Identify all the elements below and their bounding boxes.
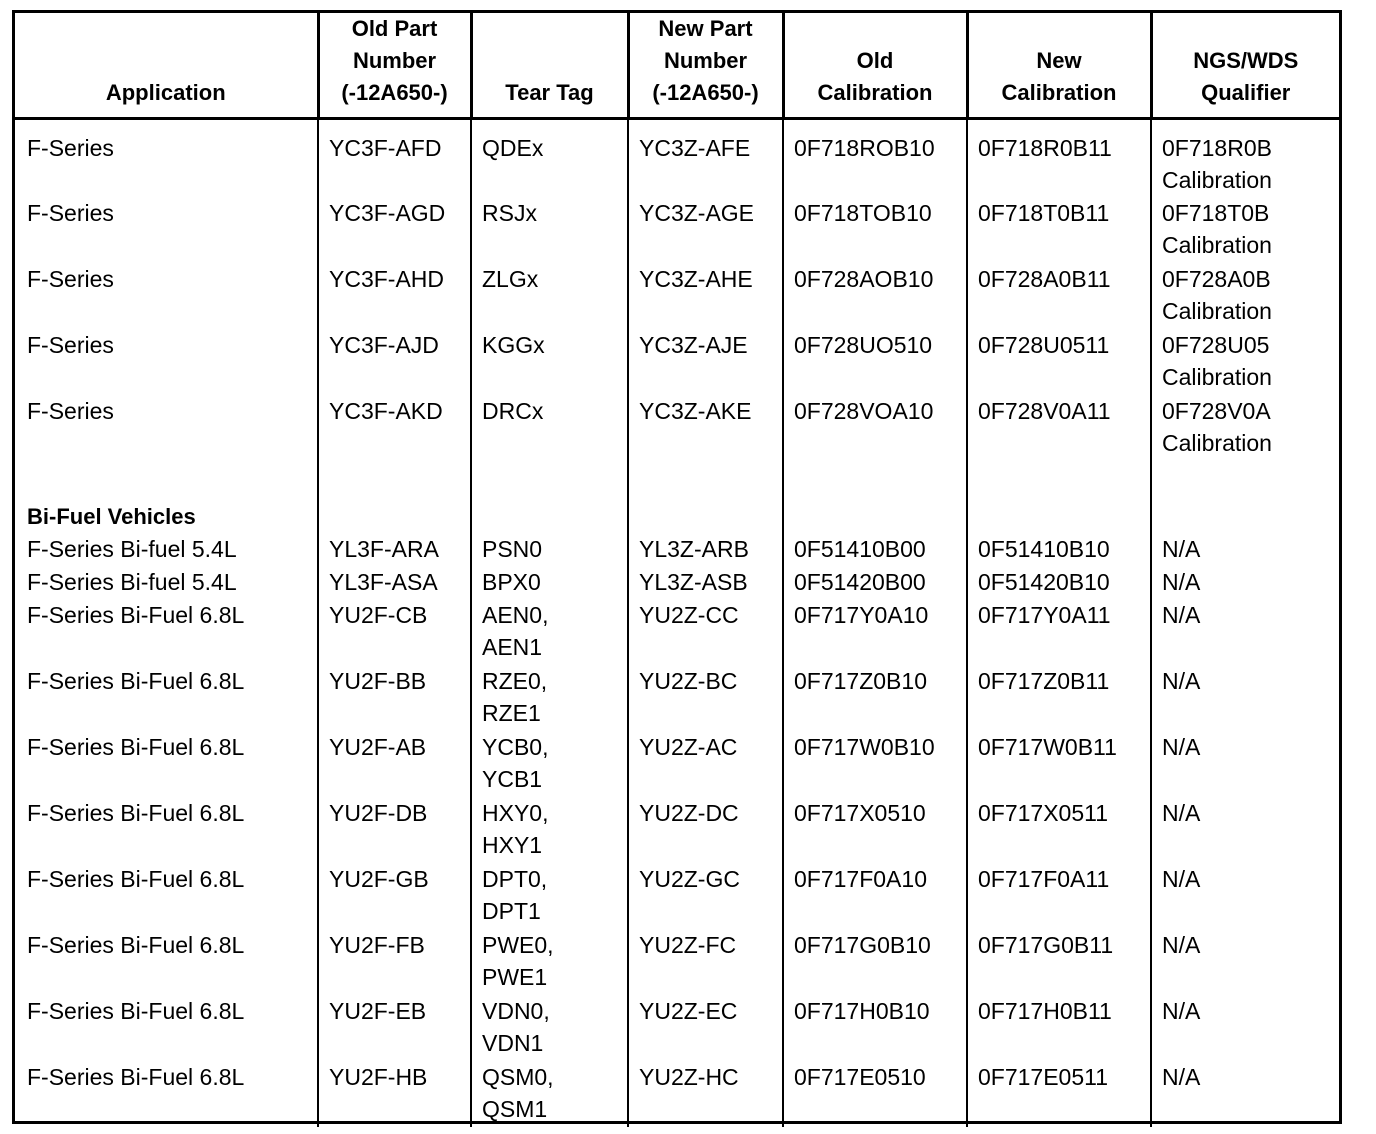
calibration-table-frame [12,10,1342,1124]
cell-qualifier: N/A [1151,533,1339,566]
cell-new-calibration: 0F717G0B11 [967,929,1151,995]
cell-old-calibration: 0F717W0B10 [783,731,967,797]
table-header [15,13,1339,119]
cell-tear-tag [471,533,628,566]
cell-line: QSM0, [482,1063,554,1090]
cell-qualifier [1151,119,1339,197]
table-row [15,995,1339,1061]
table-row [15,566,1339,599]
cell-line: YCB1 [482,765,543,792]
cell-application: F-Series [27,397,114,424]
cell-qualifier [1151,263,1339,329]
spacer-cell [1151,461,1339,501]
spacer-cell [1151,501,1339,533]
cell-new-calibration: 0F718T0B11 [967,197,1151,263]
cell-new-part-number: YL3Z-ASB [628,566,783,599]
cell-old-calibration: 0F718ROB10 [783,119,967,197]
cell-application: F-Series Bi-Fuel 6.8L [27,865,245,892]
cell-old-part-number: YC3F-AJD [318,329,471,395]
table-row [15,197,1339,263]
cell-new-calibration: 0F717Y0A11 [967,599,1151,665]
cell-line: VDN1 [482,1029,544,1056]
cell-qualifier: N/A [1151,566,1339,599]
header-new-calibration [967,13,1151,119]
cell-new-part-number: YU2Z-HC [628,1061,783,1127]
cell-application: F-Series Bi-Fuel 6.8L [27,799,245,826]
cell-line: AEN1 [482,633,543,660]
cell-application: F-Series Bi-fuel 5.4L [27,568,237,595]
cell-tear-tag [471,665,628,731]
calibration-table [15,13,1339,1127]
cell-line: AEN0, [482,601,549,628]
table-row [15,1061,1339,1127]
cell-new-part-number: YU2Z-EC [628,995,783,1061]
cell-new-calibration: 0F728A0B11 [967,263,1151,329]
cell-tear-tag: ZLGx [471,263,628,329]
spacer-cell [967,461,1151,501]
header-line: Number [352,48,437,73]
cell-line: DPT1 [482,897,541,924]
cell-old-part-number: YU2F-BB [318,665,471,731]
cell-old-calibration: 0F728AOB10 [783,263,967,329]
cell-line: RZE0, [482,667,548,694]
cell-tear-tag: QDEx [471,119,628,197]
cell-new-part-number: YU2Z-GC [628,863,783,929]
cell-old-calibration: 0F717F0A10 [783,863,967,929]
cell-old-calibration: 0F728UO510 [783,329,967,395]
cell-line: 0F718T0B [1162,199,1270,226]
header-old-calibration [783,13,967,119]
cell-old-part-number: YU2F-DB [318,797,471,863]
cell-tear-tag [471,797,628,863]
cell-new-part-number: YU2Z-AC [628,731,783,797]
header-line: Calibration [817,80,933,105]
cell-qualifier [1151,395,1339,461]
cell-line: YCB0, [482,733,549,760]
cell-old-part-number: YU2F-HB [318,1061,471,1127]
cell-old-part-number: YL3F-ASA [318,566,471,599]
cell-new-calibration: 0F728U0511 [967,329,1151,395]
header-line: (-12A650-) [341,80,448,105]
header-line: NGS/WDS [1193,48,1299,73]
table-row [15,533,1339,566]
cell-new-part-number: YC3Z-AHE [628,263,783,329]
header-new-part-number [628,13,783,119]
cell-old-calibration: 0F51420B00 [783,566,967,599]
cell-new-part-number: YC3Z-AGE [628,197,783,263]
header-ngs-wds-qualifier [1151,13,1339,119]
header-application [15,13,318,119]
cell-new-part-number: YU2Z-FC [628,929,783,995]
cell-qualifier: N/A [1151,599,1339,665]
cell-application: F-Series Bi-Fuel 6.8L [27,601,245,628]
cell-old-calibration: 0F717G0B10 [783,929,967,995]
cell-qualifier: N/A [1151,995,1339,1061]
cell-old-calibration: 0F717E0510 [783,1061,967,1127]
header-row [15,13,1339,119]
cell-line: DPT0, [482,865,548,892]
cell-line: HXY1 [482,831,543,858]
cell-qualifier: N/A [1151,665,1339,731]
cell-new-calibration: 0F717X0511 [967,797,1151,863]
header-line: Tear Tag [505,80,594,105]
cell-application: F-Series Bi-Fuel 6.8L [27,733,245,760]
cell-new-calibration: 0F717F0A11 [967,863,1151,929]
cell-line: PWE0, [482,931,554,958]
cell-line: Calibration [1162,363,1272,390]
cell-new-part-number: YC3Z-AFE [628,119,783,197]
cell-line: RZE1 [482,699,541,726]
cell-application: F-Series Bi-Fuel 6.8L [27,667,245,694]
cell-line: 0F728U05 [1162,331,1270,358]
cell-line: HXY0, [482,799,549,826]
spacer-cell [471,501,628,533]
cell-old-part-number: YL3F-ARA [318,533,471,566]
header-line: New Part [658,16,753,41]
cell-old-calibration: 0F717X0510 [783,797,967,863]
cell-old-part-number: YC3F-AGD [318,197,471,263]
section-row [15,501,1339,533]
cell-application: F-Series [27,135,114,161]
cell-line: Calibration [1162,429,1272,456]
cell-new-calibration: 0F51410B10 [967,533,1151,566]
cell-application: F-Series [27,199,114,226]
cell-qualifier: N/A [1151,797,1339,863]
header-line: Old Part [351,16,438,41]
spacer-row [15,461,1339,501]
cell-tear-tag [471,1061,628,1127]
cell-tear-tag [471,995,628,1061]
table-row [15,731,1339,797]
table-row [15,599,1339,665]
cell-new-part-number: YU2Z-CC [628,599,783,665]
cell-qualifier: N/A [1151,863,1339,929]
cell-old-part-number: YU2F-GB [318,863,471,929]
cell-old-part-number: YC3F-AFD [318,119,471,197]
cell-application: F-Series [27,265,114,292]
table-row [15,329,1339,395]
cell-tear-tag [471,566,628,599]
cell-new-part-number: YL3Z-ARB [628,533,783,566]
cell-old-calibration: 0F717Y0A10 [783,599,967,665]
cell-old-part-number: YU2F-EB [318,995,471,1061]
cell-application: F-Series Bi-Fuel 6.8L [27,997,245,1024]
spacer-cell [318,461,471,501]
table-row [15,665,1339,731]
cell-qualifier: N/A [1151,1061,1339,1127]
header-line: Calibration [1001,80,1117,105]
cell-old-part-number: YC3F-AKD [318,395,471,461]
table-row [15,797,1339,863]
cell-line: PSN0 [482,535,543,562]
cell-old-part-number: YU2F-FB [318,929,471,995]
cell-new-part-number: YU2Z-BC [628,665,783,731]
header-line: Application [105,80,226,105]
spacer-cell [967,501,1151,533]
cell-old-calibration: 0F717H0B10 [783,995,967,1061]
cell-new-calibration: 0F717H0B11 [967,995,1151,1061]
cell-line: 0F728A0B [1162,265,1271,292]
spacer-cell [628,501,783,533]
cell-new-part-number: YC3Z-AJE [628,329,783,395]
cell-line: Calibration [1162,231,1272,258]
cell-new-calibration: 0F51420B10 [967,566,1151,599]
cell-new-part-number: YU2Z-DC [628,797,783,863]
cell-line: 0F718R0B [1162,135,1272,161]
cell-qualifier [1151,329,1339,395]
header-tear-tag [471,13,628,119]
table-row [15,119,1339,197]
table-row [15,395,1339,461]
header-line: Number [663,48,748,73]
spacer-cell [628,461,783,501]
cell-application: F-Series Bi-Fuel 6.8L [27,1063,245,1090]
spacer-cell [471,461,628,501]
cell-tear-tag [471,599,628,665]
header-old-part-number [318,13,471,119]
cell-line: VDN0, [482,997,550,1024]
cell-new-calibration: 0F728V0A11 [967,395,1151,461]
spacer-cell [783,461,967,501]
spacer-cell [318,501,471,533]
header-line: Old [856,48,894,73]
cell-old-calibration: 0F718TOB10 [783,197,967,263]
header-line: (-12A650-) [652,80,759,105]
cell-old-calibration: 0F51410B00 [783,533,967,566]
cell-tear-tag [471,731,628,797]
cell-qualifier [1151,197,1339,263]
cell-new-calibration: 0F718R0B11 [967,119,1151,197]
cell-line: BPX0 [482,568,541,595]
table-row [15,929,1339,995]
cell-old-part-number: YC3F-AHD [318,263,471,329]
cell-qualifier: N/A [1151,731,1339,797]
cell-tear-tag: DRCx [471,395,628,461]
cell-tear-tag: KGGx [471,329,628,395]
cell-old-calibration: 0F717Z0B10 [783,665,967,731]
cell-application: F-Series Bi-Fuel 6.8L [27,931,245,958]
header-line: Qualifier [1201,80,1291,105]
cell-tear-tag [471,929,628,995]
table-body [15,119,1339,1127]
cell-new-calibration: 0F717W0B11 [967,731,1151,797]
cell-tear-tag: RSJx [471,197,628,263]
cell-tear-tag [471,863,628,929]
section-title: Bi-Fuel Vehicles [27,503,196,529]
table-row [15,863,1339,929]
spacer-cell [783,501,967,533]
cell-new-calibration: 0F717Z0B11 [967,665,1151,731]
cell-line: Calibration [1162,297,1272,324]
cell-line: PWE1 [482,963,548,990]
table-row [15,263,1339,329]
cell-line: QSM1 [482,1095,548,1122]
cell-old-part-number: YU2F-AB [318,731,471,797]
cell-new-part-number: YC3Z-AKE [628,395,783,461]
cell-new-calibration: 0F717E0511 [967,1061,1151,1127]
header-line: New [1036,48,1082,73]
cell-qualifier: N/A [1151,929,1339,995]
cell-application: F-Series [27,331,114,358]
cell-line: 0F728V0A [1162,397,1271,424]
cell-line: Calibration [1162,167,1272,193]
cell-old-part-number: YU2F-CB [318,599,471,665]
spacer-cell [15,461,318,501]
cell-old-calibration: 0F728VOA10 [783,395,967,461]
cell-application: F-Series Bi-fuel 5.4L [27,535,237,562]
